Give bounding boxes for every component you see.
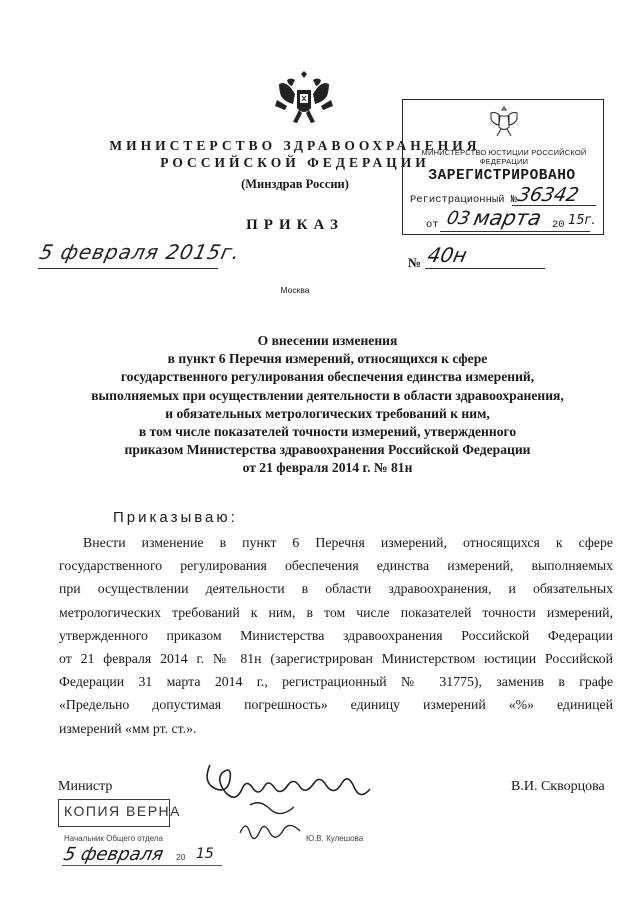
body-line: утвержденного приказом Министерства здравоохранения Российской Федерации	[59, 627, 613, 643]
stamp-reg-label: Регистрационный №	[410, 194, 518, 206]
copy-date-handwritten: 5 февраля	[61, 844, 166, 865]
coat-of-arms-emblem	[271, 70, 337, 134]
copy-certifier-role: Начальник Общего отдела	[64, 834, 163, 843]
order-directive-word: Приказываю:	[113, 509, 238, 526]
stamp-status: ЗАРЕГИСТРИРОВАНО	[428, 168, 576, 184]
copy-certifier-name: Ю.В. Кулешова	[306, 834, 364, 843]
stamp-date-underline	[440, 231, 590, 232]
ministry-name-line2: РОССИЙСКОЙ ФЕДЕРАЦИИ	[160, 155, 430, 170]
copy-certifier-signature	[236, 815, 306, 845]
title-line: в том числе показателей точности измерений, утвержденного	[138, 424, 517, 440]
order-date-handwritten: 5 февраля 2015г.	[37, 240, 243, 264]
city-name: Москва	[280, 285, 310, 295]
document-title	[50, 332, 605, 478]
copy-year-printed: 20	[176, 852, 186, 862]
ministry-short-name: (Минздрав России)	[241, 177, 349, 191]
title-line: выполняемых при осуществлении деятельности в области здравоохранения,	[91, 387, 564, 403]
copy-date-underline	[62, 865, 222, 866]
signatory-name: В.И. Скворцова	[511, 779, 605, 794]
body-line: Внести изменение в пункт 6 Перечня измерений, относящихся к сфере	[83, 535, 613, 550]
stamp-emblem-icon	[486, 104, 522, 140]
number-underline	[425, 268, 545, 269]
copy-certified-title: КОПИЯ ВЕРНА	[64, 803, 181, 819]
order-number-label: №	[408, 255, 422, 270]
copy-year-handwritten: 15	[196, 846, 214, 862]
ministry-name-line1: МИНИСТЕРСТВО ЗДРАВООХРАНЕНИЯ	[109, 138, 481, 153]
order-number-handwritten: 40н	[425, 243, 470, 267]
order-body-paragraph	[59, 531, 613, 740]
title-line: в пункт 6 Перечня измерений, относящихся к сфере	[167, 351, 488, 367]
body-line: «Предельно допустимая погрешность» единицу измерений «%» единицей	[59, 697, 613, 713]
stamp-reg-number: 36342	[515, 184, 581, 206]
body-line: измерений «мм рт. ст.».	[59, 720, 197, 736]
date-underline	[38, 268, 218, 269]
body-line: от 21 февраля 2014 г. № 81н (зарегистрирован Министерством юстиции Российской	[59, 651, 613, 667]
body-line: при осуществлении деятельности в области здравоохранения, и обязательных	[59, 581, 613, 597]
title-line: государственного регулирования обеспечения единства измерений,	[120, 369, 535, 385]
stamp-date-day: 03	[444, 208, 473, 229]
document-type-heading: ПРИКАЗ	[246, 217, 344, 233]
body-line: государственного регулирования обеспечения единства измерений, выполняемых	[59, 558, 613, 574]
stamp-date-year-printed: 20	[552, 219, 565, 231]
title-line: от 21 февраля 2014 г. № 81н	[242, 460, 413, 476]
title-line: О внесении изменения	[257, 333, 398, 348]
stamp-organization: МИНИСТЕРСТВО ЮСТИЦИИ РОССИЙСКОЙ ФЕДЕРАЦИИ	[421, 148, 587, 166]
body-line: метрологических требований к ним, в том числе показателей точности измерений,	[59, 604, 613, 620]
stamp-date-prefix: от	[426, 219, 439, 231]
stamp-date-month: марта	[471, 206, 544, 230]
body-line: Федерации 31 марта 2014 г., регистрационный № 31775), заменив в графе	[59, 674, 613, 690]
stamp-date-year-handwritten: 15г.	[568, 213, 596, 228]
signatory-role: Министр	[58, 779, 113, 794]
title-line: и обязательных метрологических требований к ним,	[165, 405, 490, 421]
title-line: приказом Министерства здравоохранения Российской Федерации	[124, 442, 531, 458]
